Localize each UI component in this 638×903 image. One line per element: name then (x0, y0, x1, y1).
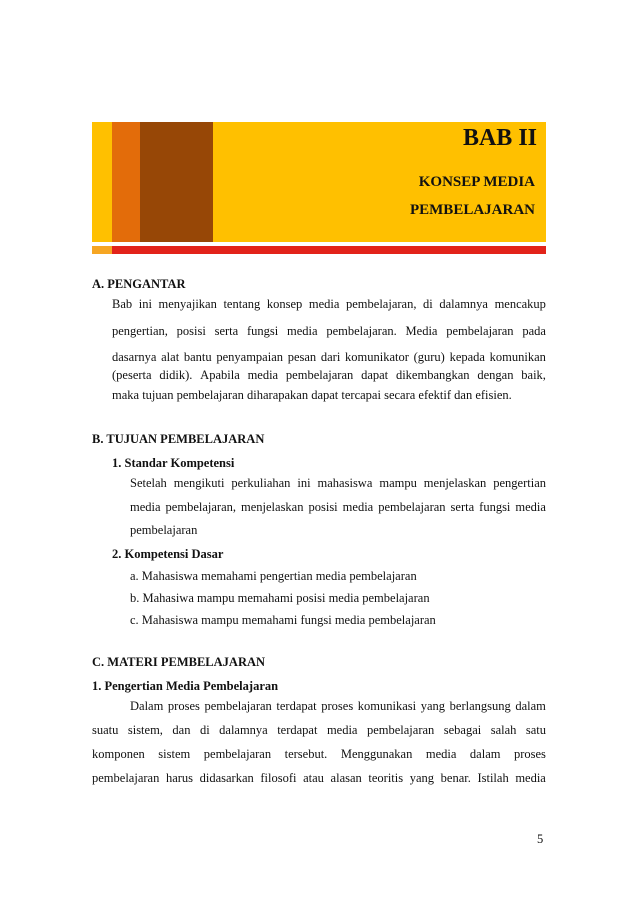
section-c-line: pembelajaran harus didasarkan filosofi atau alasan teoritis yang benar. Istilah media (92, 771, 546, 785)
section-c-heading: C. MATERI PEMBELAJARAN (92, 655, 266, 669)
page-number: 5 (537, 832, 544, 846)
section-a-line: maka tujuan pembelajaran diharapakan dapat tercapai secara efektif dan efisien. (112, 388, 512, 402)
banner-brown-bar (140, 122, 213, 242)
section-a-line: dasarnya alat bantu penyampaian pesan dari komunikator (guru) kepada komunikan (112, 350, 546, 364)
banner-stripe-accent (92, 246, 112, 254)
section-a-line: (peserta didik). Apabila media pembelajaran dapat dikembangkan dengan baik, (112, 368, 546, 382)
subsection-title: 1. Pengertian Media Pembelajaran (92, 679, 279, 693)
section-c-line: komponen sistem pembelajaran tersebut. Menggunakan media dalam proses (92, 747, 546, 761)
chapter-title-line2: PEMBELAJARAN (409, 202, 535, 218)
kompetensi-dasar-item: c. Mahasiswa mampu memahami fungsi media pembelajaran (130, 613, 436, 627)
chapter-number: BAB II (462, 125, 537, 151)
banner-stripe-red (112, 246, 546, 254)
section-c-line: Dalam proses pembelajaran terdapat proses komunikasi yang berlangsung dalam (130, 699, 546, 713)
kompetensi-dasar-item: a. Mahasiswa memahami pengertian media pembelajaran (130, 569, 417, 583)
standar-kompetensi-title: 1. Standar Kompetensi (112, 456, 235, 470)
section-a-line: pengertian, posisi serta fungsi media pembelajaran. Media pembelajaran pada (112, 324, 546, 338)
kompetensi-dasar-title: 2. Kompetensi Dasar (112, 547, 224, 561)
standar-kompetensi-line: media pembelajaran, menjelaskan posisi media pembelajaran serta fungsi media (130, 500, 546, 514)
standar-kompetensi-line: Setelah mengikuti perkuliahan ini mahasiswa mampu menjelaskan pengertian (130, 476, 546, 490)
section-c-line: suatu sistem, dan di dalamnya terdapat media pembelajaran sebagai salah satu (92, 723, 546, 737)
section-b-heading: B. TUJUAN PEMBELAJARAN (92, 432, 265, 446)
standar-kompetensi-line: pembelajaran (130, 523, 198, 537)
banner-orange-bar (112, 122, 140, 242)
section-a-line: Bab ini menyajikan tentang konsep media pembelajaran, di dalamnya mencakup (112, 297, 546, 311)
kompetensi-dasar-item: b. Mahasiwa mampu memahami posisi media pembelajaran (130, 591, 430, 605)
chapter-title-line1: KONSEP MEDIA (418, 174, 535, 190)
section-a-heading: A. PENGANTAR (92, 277, 186, 291)
